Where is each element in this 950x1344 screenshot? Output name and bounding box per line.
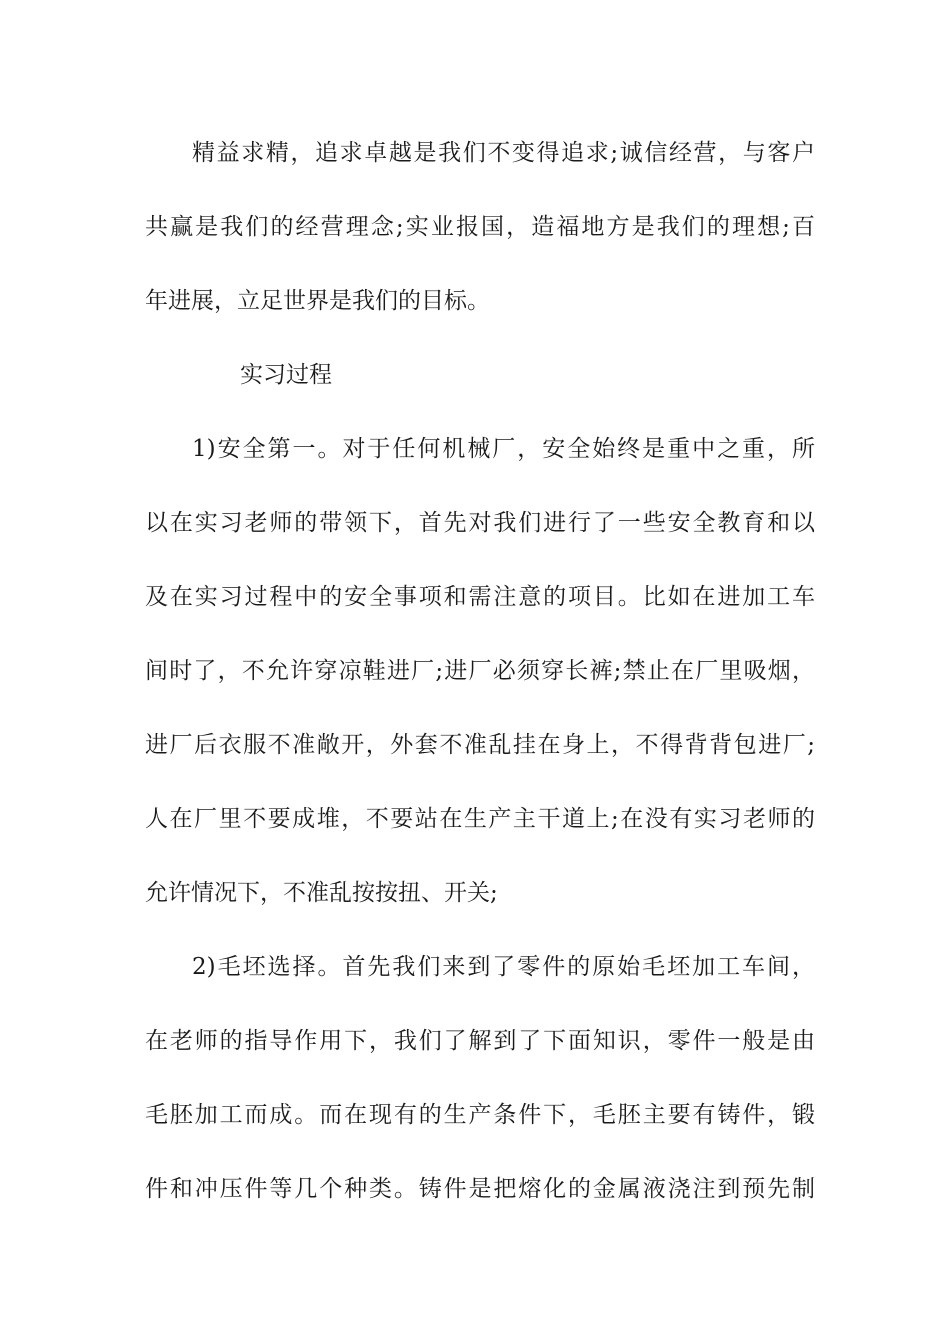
section-heading: 实习过程 [240, 362, 332, 388]
paragraph-line: 及在实习过程中的安全事项和需注意的项目。比如在进加工车 [145, 584, 815, 610]
paragraph-line: 年进展，立足世界是我们的目标。 [145, 288, 490, 314]
paragraph-line: 进厂后衣服不准敞开，外套不准乱挂在身上，不得背背包进厂; [145, 732, 815, 758]
paragraph-line: 件和冲压件等几个种类。铸件是把熔化的金属液浇注到预先制 [145, 1176, 815, 1202]
paragraph-line: 1)安全第一。对于任何机械厂，安全始终是重中之重，所 [192, 436, 815, 462]
paragraph-line: 共赢是我们的经营理念;实业报国，造福地方是我们的理想;百 [145, 214, 815, 240]
paragraph-line: 间时了，不允许穿凉鞋进厂;进厂必须穿长裤;禁止在厂里吸烟， [145, 658, 815, 684]
paragraph-line: 2)毛坯选择。首先我们来到了零件的原始毛坯加工车间， [192, 954, 815, 980]
paragraph-line: 人在厂里不要成堆，不要站在生产主干道上;在没有实习老师的 [145, 806, 815, 832]
paragraph-line: 允许情况下，不准乱按按扭、开关; [145, 880, 498, 906]
paragraph-line: 精益求精，追求卓越是我们不变得追求;诚信经营，与客户 [192, 140, 815, 166]
paragraph-line: 毛胚加工而成。而在现有的生产条件下，毛胚主要有铸件，锻 [145, 1102, 815, 1128]
paragraph-line: 以在实习老师的带领下，首先对我们进行了一些安全教育和以 [145, 510, 815, 536]
paragraph-line: 在老师的指导作用下，我们了解到了下面知识，零件一般是由 [145, 1028, 815, 1054]
